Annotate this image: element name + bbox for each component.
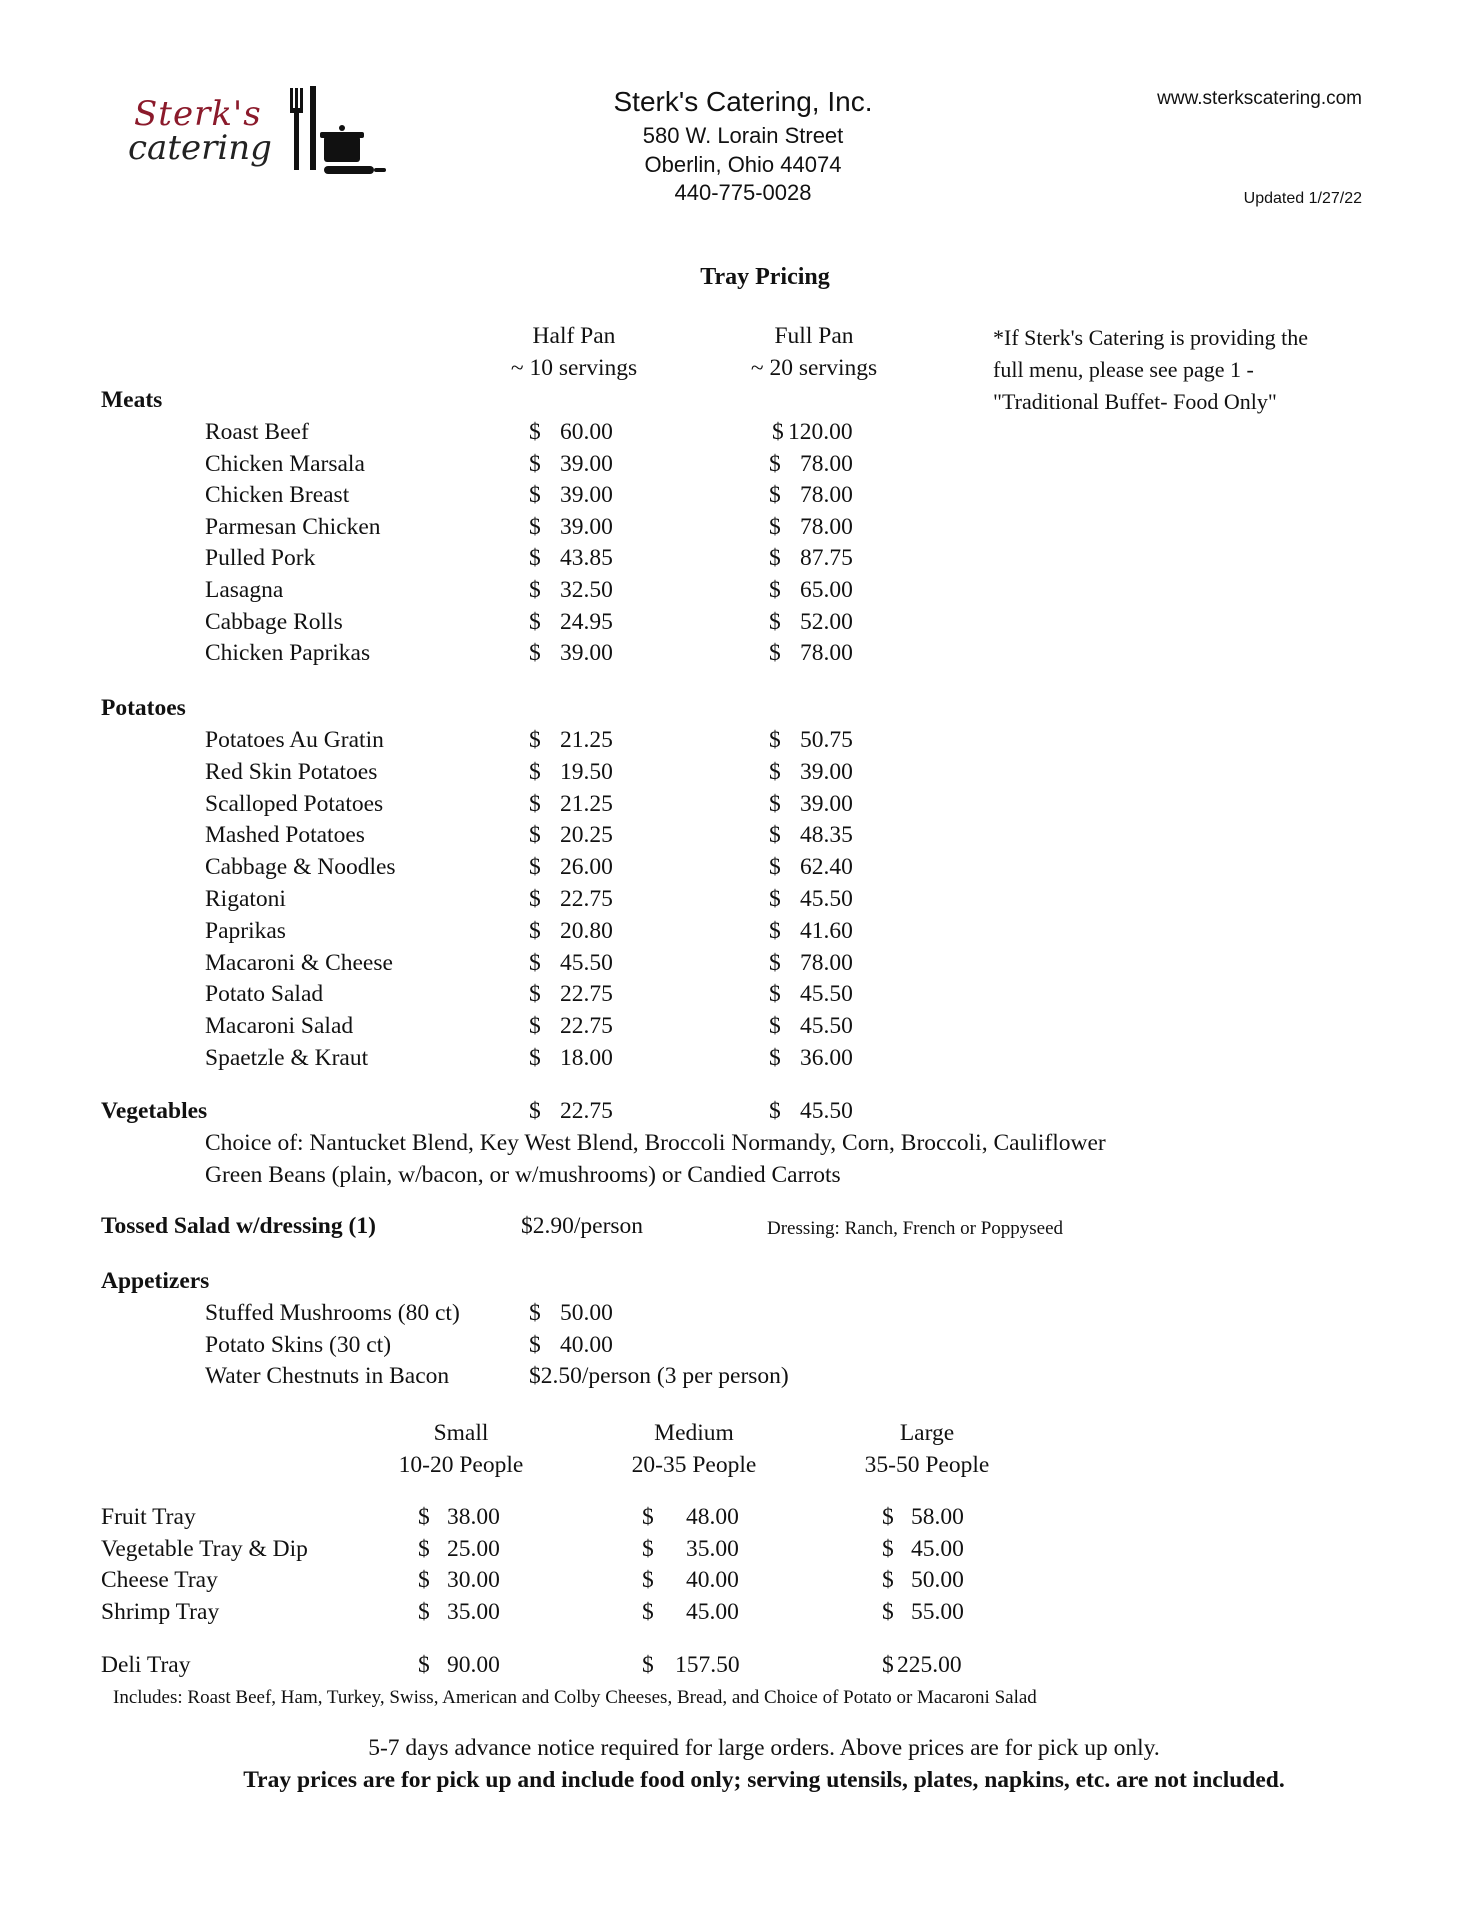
appetizer-dollar: $ — [529, 1300, 541, 1326]
page-title: Tray Pricing — [700, 264, 830, 290]
tray-small-price: 35.00 — [447, 1599, 500, 1626]
vegetables-half-price: 22.75 — [560, 1098, 613, 1124]
tray-people-label: 35-50 People — [864, 1452, 990, 1478]
full-pan-dollar: $ — [769, 1045, 781, 1071]
half-pan-price: 18.00 — [560, 1045, 613, 1071]
deli-small-dollar: $ — [418, 1652, 430, 1678]
full-pan-dollar: $ — [769, 482, 781, 509]
menu-note-line2: full menu, please see page 1 - — [993, 357, 1254, 382]
full-pan-dollar: $ — [769, 822, 781, 849]
tray-name: Fruit Tray — [101, 1504, 196, 1530]
menu-note-line3: "Traditional Buffet- Food Only" — [993, 389, 1277, 414]
tray-people-label: 20-35 People — [631, 1452, 757, 1478]
menu-note-line1: *If Sterk's Catering is providing the — [993, 325, 1308, 350]
vegetables-heading: Vegetables — [101, 1098, 208, 1124]
company-phone: 440-775-0028 — [674, 180, 812, 205]
tray-small-dollar: $ — [418, 1567, 430, 1594]
half-pan-price: 22.75 — [560, 886, 613, 912]
menu-item-name: Lasagna — [205, 577, 284, 603]
half-pan-price: 60.00 — [560, 419, 613, 445]
tray-large-price: 45.00 — [911, 1535, 964, 1562]
half-pan-dollar: $ — [529, 419, 541, 445]
full-pan-price: 36.00 — [800, 1045, 853, 1071]
half-pan-price: 43.85 — [560, 545, 613, 572]
menu-item-name: Macaroni Salad — [205, 1013, 354, 1040]
menu-item-name: Macaroni & Cheese — [205, 949, 393, 976]
full-pan-price: 120.00 — [788, 419, 853, 445]
appetizer-dollar: $ — [529, 1331, 541, 1358]
tray-large-dollar: $ — [882, 1504, 894, 1530]
full-pan-dollar: $ — [769, 545, 781, 572]
deli-large-dollar: $ — [882, 1652, 894, 1678]
menu-item-name: Parmesan Chicken — [205, 513, 381, 540]
half-pan-price: 21.25 — [560, 727, 613, 753]
full-pan-dollar: $ — [769, 577, 781, 603]
full-pan-price: 45.50 — [800, 886, 853, 912]
tray-large-dollar: $ — [882, 1599, 894, 1626]
half-pan-price: 39.00 — [560, 482, 613, 509]
half-pan-price: 20.80 — [560, 917, 613, 944]
appetizer-price: 50.00 — [560, 1300, 613, 1326]
full-pan-price: 78.00 — [800, 513, 853, 540]
full-pan-dollar: $ — [769, 917, 781, 944]
half-pan-price: 39.00 — [560, 513, 613, 540]
tray-small-dollar: $ — [418, 1535, 430, 1562]
half-pan-dollar: $ — [529, 1045, 541, 1071]
tray-size-label: Medium — [654, 1420, 734, 1446]
full-pan-price: 78.00 — [800, 949, 853, 976]
menu-item-name: Cabbage Rolls — [205, 608, 343, 635]
logo-text-catering: catering — [128, 128, 272, 168]
menu-item-name: Potato Salad — [205, 981, 324, 1008]
full-pan-header: Full Pan — [774, 323, 854, 349]
half-pan-dollar: $ — [529, 949, 541, 976]
menu-item-name: Mashed Potatoes — [205, 822, 365, 849]
half-pan-dollar: $ — [529, 545, 541, 572]
appetizer-name: Potato Skins (30 ct) — [205, 1331, 392, 1358]
tray-large-price: 50.00 — [911, 1567, 964, 1594]
deli-small-price: 90.00 — [447, 1652, 500, 1678]
full-pan-price: 87.75 — [800, 545, 853, 572]
menu-item-name: Rigatoni — [205, 886, 286, 912]
menu-item-name: Chicken Marsala — [205, 450, 365, 477]
half-pan-dollar: $ — [529, 758, 541, 785]
full-pan-price: 41.60 — [800, 917, 853, 944]
half-pan-dollar: $ — [529, 577, 541, 603]
full-pan-dollar: $ — [769, 1013, 781, 1040]
half-pan-dollar: $ — [529, 640, 541, 667]
full-pan-price: 78.00 — [800, 640, 853, 667]
menu-item-name: Scalloped Potatoes — [205, 790, 384, 817]
full-pan-price: 48.35 — [800, 822, 853, 849]
half-pan-price: 32.50 — [560, 577, 613, 603]
half-pan-price: 22.75 — [560, 1013, 613, 1040]
tossed-salad-dressing: Dressing: Ranch, French or Poppyseed — [767, 1218, 1064, 1239]
tray-medium-price: 40.00 — [686, 1567, 739, 1594]
full-pan-price: 65.00 — [800, 577, 853, 603]
deli-medium-dollar: $ — [642, 1652, 654, 1678]
full-pan-price: 50.75 — [800, 727, 853, 753]
vegetables-choices-line1: Choice of: Nantucket Blend, Key West Blend, Broccoli Normandy, Corn, Broccoli, Cauliflower — [205, 1130, 1106, 1156]
vegetables-full-dollar: $ — [769, 1098, 781, 1124]
half-pan-dollar: $ — [529, 854, 541, 881]
half-pan-price: 26.00 — [560, 854, 613, 881]
full-pan-dollar: $ — [769, 886, 781, 912]
half-pan-dollar: $ — [529, 513, 541, 540]
menu-item-name: Chicken Paprikas — [205, 640, 371, 667]
appetizers-heading: Appetizers — [101, 1268, 210, 1294]
tray-medium-price: 35.00 — [686, 1535, 739, 1562]
tray-large-price: 58.00 — [911, 1504, 964, 1530]
full-pan-price: 39.00 — [800, 758, 853, 785]
full-pan-price: 62.40 — [800, 854, 853, 881]
half-pan-price: 19.50 — [560, 758, 613, 785]
half-pan-dollar: $ — [529, 482, 541, 509]
full-pan-price: 45.50 — [800, 1013, 853, 1040]
full-pan-price: 52.00 — [800, 608, 853, 635]
tray-name: Shrimp Tray — [101, 1599, 220, 1626]
half-pan-price: 20.25 — [560, 822, 613, 849]
company-logo — [128, 84, 388, 184]
tray-medium-price: 48.00 — [686, 1504, 739, 1530]
half-pan-servings: ~ 10 servings — [510, 355, 638, 381]
appetizer-name: Stuffed Mushrooms (80 ct) — [205, 1300, 460, 1326]
full-pan-price: 39.00 — [800, 790, 853, 817]
full-pan-price: 78.00 — [800, 450, 853, 477]
full-pan-dollar: $ — [769, 640, 781, 667]
half-pan-dollar: $ — [529, 886, 541, 912]
full-pan-dollar: $ — [769, 727, 781, 753]
tray-small-price: 30.00 — [447, 1567, 500, 1594]
tray-large-dollar: $ — [882, 1567, 894, 1594]
full-pan-dollar: $ — [769, 981, 781, 1008]
tray-medium-dollar: $ — [642, 1567, 654, 1594]
half-pan-price: 24.95 — [560, 608, 613, 635]
full-pan-dollar: $ — [769, 854, 781, 881]
tray-large-dollar: $ — [882, 1535, 894, 1562]
tray-small-dollar: $ — [418, 1599, 430, 1626]
menu-item-name: Cabbage & Noodles — [205, 854, 396, 881]
deli-medium-price: 157.50 — [675, 1652, 740, 1678]
full-pan-dollar: $ — [769, 608, 781, 635]
half-pan-header: Half Pan — [532, 323, 616, 349]
tray-size-label: Large — [899, 1420, 955, 1446]
tray-size-label: Small — [433, 1420, 489, 1446]
half-pan-dollar: $ — [529, 917, 541, 944]
appetizer-price: 40.00 — [560, 1331, 613, 1358]
tray-name: Cheese Tray — [101, 1567, 218, 1594]
footer-disclaimer: Tray prices are for pick up and include food only; serving utensils, plates, napkins, etc. are not included. — [243, 1767, 1285, 1793]
menu-item-name: Roast Beef — [205, 419, 309, 445]
menu-item-name: Chicken Breast — [205, 482, 350, 509]
half-pan-price: 22.75 — [560, 981, 613, 1008]
tray-small-dollar: $ — [418, 1504, 430, 1530]
tray-medium-dollar: $ — [642, 1504, 654, 1530]
menu-item-name: Potatoes Au Gratin — [205, 727, 384, 753]
deli-tray-name: Deli Tray — [101, 1652, 191, 1678]
website-link[interactable]: www.sterkscatering.com — [1157, 88, 1362, 109]
half-pan-dollar: $ — [529, 981, 541, 1008]
half-pan-price: 39.00 — [560, 640, 613, 667]
logo-text-sterks: Sterk's — [134, 94, 262, 134]
tossed-salad-heading: Tossed Salad w/dressing (1) — [101, 1213, 376, 1239]
full-pan-dollar: $ — [769, 949, 781, 976]
full-pan-dollar: $ — [769, 513, 781, 540]
appetizer-price: $2.50/person (3 per person) — [529, 1363, 789, 1389]
half-pan-dollar: $ — [529, 608, 541, 635]
footer-notice: 5-7 days advance notice required for large orders. Above prices are for pick up only. — [368, 1735, 1160, 1761]
menu-item-name: Spaetzle & Kraut — [205, 1045, 369, 1071]
vegetables-choices-line2: Green Beans (plain, w/bacon, or w/mushrooms) or Candied Carrots — [205, 1162, 841, 1188]
full-pan-dollar: $ — [769, 450, 781, 477]
menu-item-name: Paprikas — [205, 917, 286, 944]
updated-date: Updated 1/27/22 — [1243, 190, 1362, 207]
tray-large-price: 55.00 — [911, 1599, 964, 1626]
tray-medium-price: 45.00 — [686, 1599, 739, 1626]
menu-item-name: Red Skin Potatoes — [205, 758, 378, 785]
half-pan-dollar: $ — [529, 1013, 541, 1040]
vegetables-half-dollar: $ — [529, 1098, 541, 1124]
full-pan-dollar: $ — [772, 419, 784, 445]
company-city: Oberlin, Ohio 44074 — [644, 152, 842, 177]
appetizer-name: Water Chestnuts in Bacon — [205, 1363, 450, 1389]
full-pan-price: 78.00 — [800, 482, 853, 509]
utensils-icon — [280, 84, 390, 184]
half-pan-dollar: $ — [529, 450, 541, 477]
full-pan-dollar: $ — [769, 758, 781, 785]
vegetables-full-price: 45.50 — [800, 1098, 853, 1124]
half-pan-price: 21.25 — [560, 790, 613, 817]
half-pan-dollar: $ — [529, 727, 541, 753]
half-pan-dollar: $ — [529, 790, 541, 817]
menu-item-name: Pulled Pork — [205, 545, 316, 572]
tray-small-price: 38.00 — [447, 1504, 500, 1530]
half-pan-price: 39.00 — [560, 450, 613, 477]
full-pan-servings: ~ 20 servings — [750, 355, 878, 381]
deli-includes: Includes: Roast Beef, Ham, Turkey, Swiss, American and Colby Cheeses, Bread, and Choice of Potato or Macaroni Salad — [113, 1687, 1037, 1708]
tray-medium-dollar: $ — [642, 1535, 654, 1562]
full-pan-price: 45.50 — [800, 981, 853, 1008]
tray-medium-dollar: $ — [642, 1599, 654, 1626]
full-pan-dollar: $ — [769, 790, 781, 817]
tray-small-price: 25.00 — [447, 1535, 500, 1562]
deli-large-price: 225.00 — [897, 1652, 962, 1678]
company-street: 580 W. Lorain Street — [642, 123, 844, 148]
tossed-salad-price: $2.90/person — [521, 1213, 644, 1239]
half-pan-price: 45.50 — [560, 949, 613, 976]
potatoes-heading: Potatoes — [101, 695, 186, 721]
tray-people-label: 10-20 People — [398, 1452, 524, 1478]
meats-heading: Meats — [101, 387, 163, 413]
tray-name: Vegetable Tray & Dip — [101, 1535, 308, 1562]
half-pan-dollar: $ — [529, 822, 541, 849]
company-name: Sterk's Catering, Inc. — [613, 86, 873, 117]
